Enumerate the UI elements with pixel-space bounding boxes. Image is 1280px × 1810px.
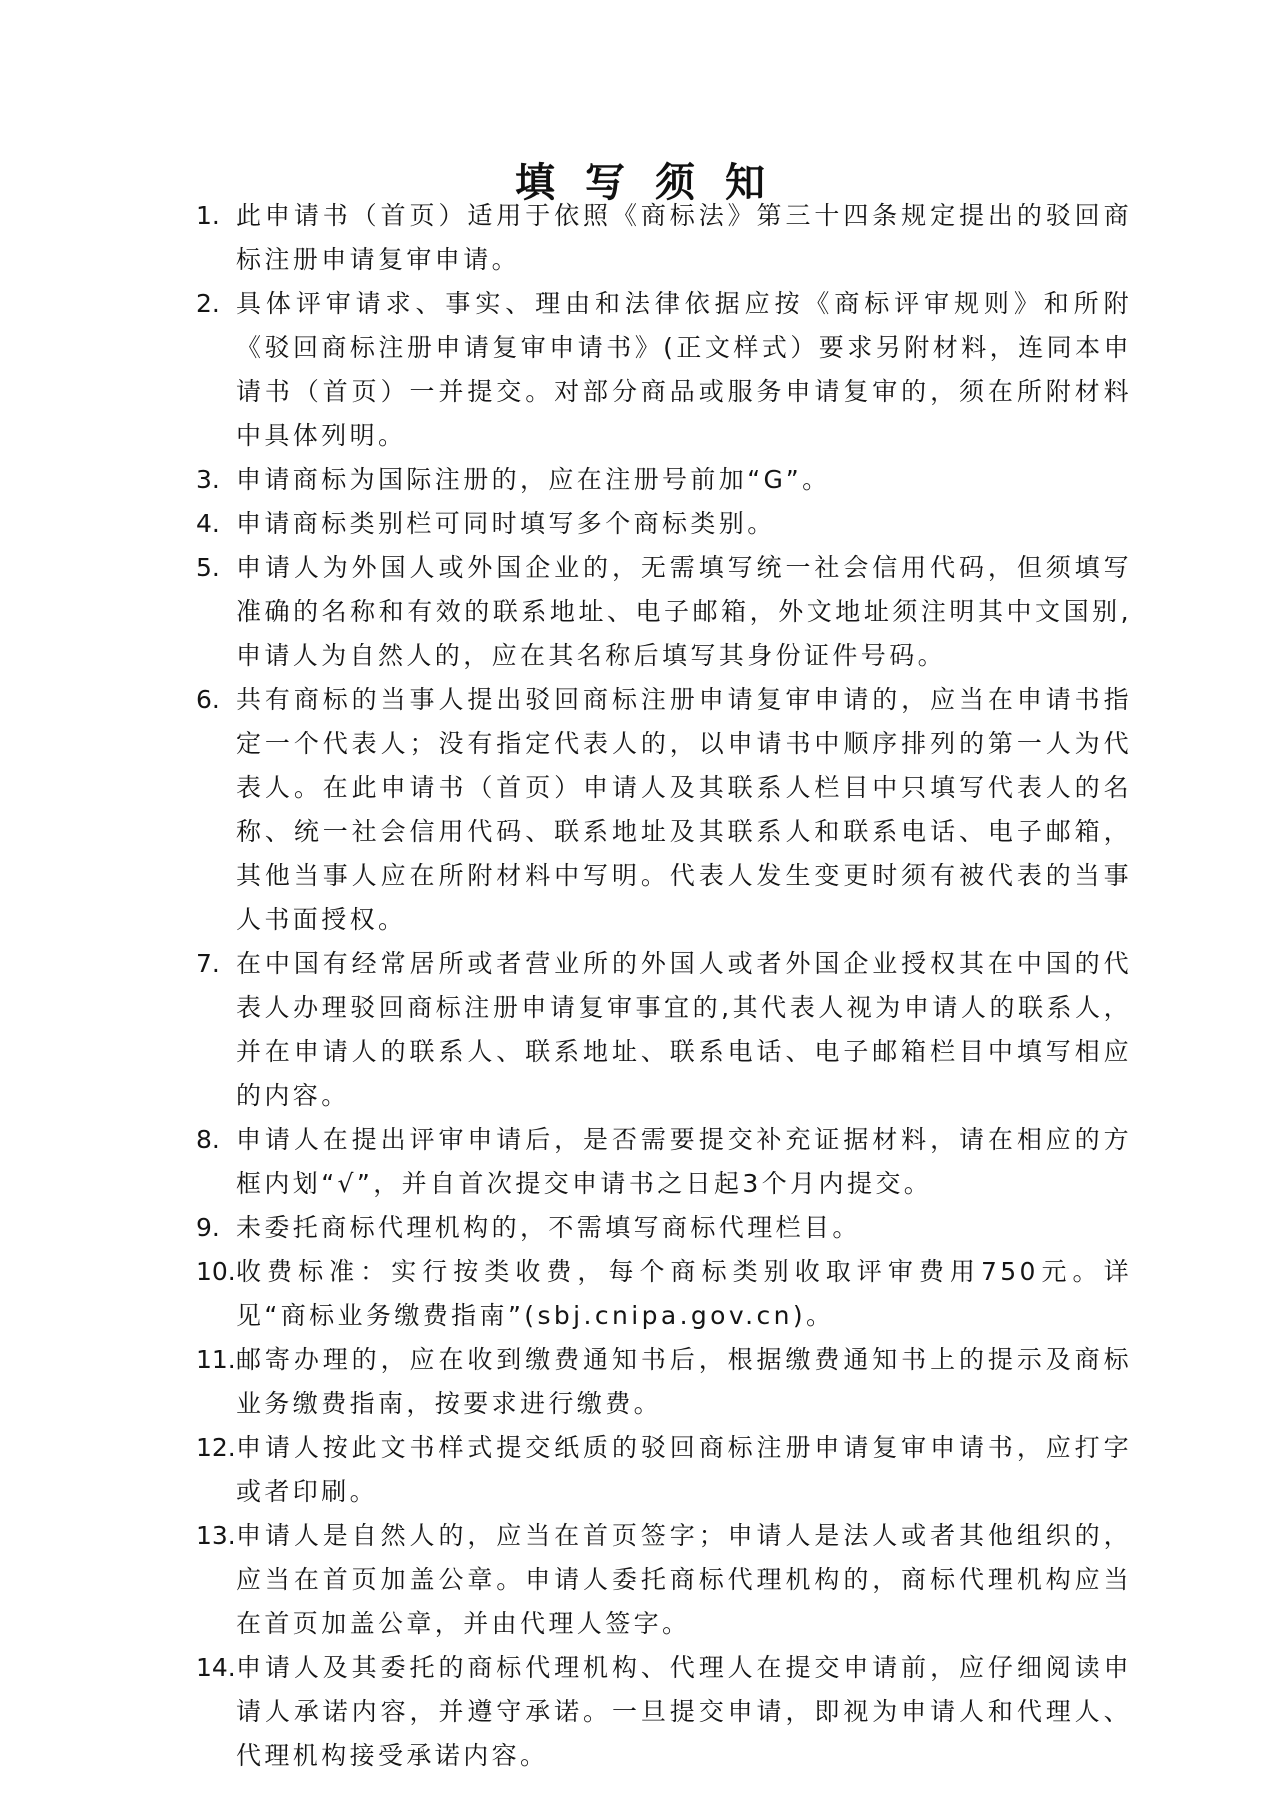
- item-text: 此申请书（首页）适用于依照《商标法》第三十四条规定提出的驳回商标注册申请复审申请。: [236, 201, 1132, 274]
- item-number: 1.: [196, 201, 220, 230]
- item-number: 10.: [196, 1257, 236, 1286]
- item-text: 共有商标的当事人提出驳回商标注册申请复审申请的，应当在申请书指定一个代表人；没有指定代表人的，以申请书中顺序排列的第一人为代表人。在此申请书（首页）申请人及其联系人栏目中只填写代表人的名称、统一社会信用代码、联系地址及其联系人和联系电话、电子邮箱，其他当事人应在所附材料中写明。代表人发生变更时须有被代表的当事人书面授权。: [236, 685, 1132, 934]
- instruction-item: [196, 282, 1132, 458]
- page-title: 填写须知: [515, 159, 795, 206]
- instruction-item: [196, 1646, 1132, 1778]
- item-number: 12.: [196, 1433, 236, 1462]
- item-number: 7.: [196, 949, 220, 978]
- item-text: 申请商标为国际注册的，应在注册号前加“G”。: [236, 465, 831, 494]
- instruction-item: [196, 194, 1132, 282]
- item-number: 9.: [196, 1213, 220, 1242]
- instruction-item: [196, 458, 1132, 502]
- item-number: 6.: [196, 685, 220, 714]
- item-number: 8.: [196, 1125, 220, 1154]
- instruction-item: [196, 1118, 1132, 1206]
- instruction-item: [196, 1250, 1132, 1338]
- instruction-item: [196, 678, 1132, 942]
- item-number: 14.: [196, 1653, 236, 1682]
- item-text: 申请人为外国人或外国企业的，无需填写统一社会信用代码，但须填写准确的名称和有效的联系地址、电子邮箱，外文地址须注明其中文国别,申请人为自然人的，应在其名称后填写其身份证件号码。: [236, 553, 1132, 670]
- item-number: 13.: [196, 1521, 236, 1550]
- instruction-item: [196, 942, 1132, 1118]
- item-text: 在中国有经常居所或者营业所的外国人或者外国企业授权其在中国的代表人办理驳回商标注册申请复审事宜的,其代表人视为申请人的联系人，并在申请人的联系人、联系地址、联系电话、电子邮箱栏目中填写相应的内容。: [236, 949, 1132, 1110]
- item-text: 收费标准：实行按类收费，每个商标类别收取评审费用750元。详见“商标业务缴费指南”(sbj.cnipa.gov.cn)。: [236, 1257, 1132, 1330]
- instruction-item: [196, 502, 1132, 546]
- item-text: 具体评审请求、事实、理由和法律依据应按《商标评审规则》和所附《驳回商标注册申请复审申请书》(正文样式）要求另附材料，连同本申请书（首页）一并提交。对部分商品或服务申请复审的，须在所附材料中具体列明。: [236, 289, 1132, 450]
- instructions-list: [196, 194, 1132, 1778]
- item-number: 3.: [196, 465, 220, 494]
- item-number: 2.: [196, 289, 220, 318]
- item-text: 申请人是自然人的，应当在首页签字；申请人是法人或者其他组织的，应当在首页加盖公章。申请人委托商标代理机构的，商标代理机构应当在首页加盖公章，并由代理人签字。: [236, 1521, 1132, 1638]
- item-text: 申请人及其委托的商标代理机构、代理人在提交申请前，应仔细阅读申请人承诺内容，并遵守承诺。一旦提交申请，即视为申请人和代理人、代理机构接受承诺内容。: [236, 1653, 1132, 1770]
- instruction-item: [196, 1206, 1132, 1250]
- item-text: 邮寄办理的，应在收到缴费通知书后，根据缴费通知书上的提示及商标业务缴费指南，按要求进行缴费。: [236, 1345, 1132, 1418]
- item-text: 申请人按此文书样式提交纸质的驳回商标注册申请复审申请书，应打字或者印刷。: [236, 1433, 1132, 1506]
- item-number: 11.: [196, 1345, 236, 1374]
- item-number: 4.: [196, 509, 220, 538]
- item-number: 5.: [196, 553, 220, 582]
- instruction-item: [196, 546, 1132, 678]
- item-text: 申请商标类别栏可同时填写多个商标类别。: [236, 509, 776, 538]
- item-text: 未委托商标代理机构的，不需填写商标代理栏目。: [236, 1213, 861, 1242]
- item-text: 申请人在提出评审申请后，是否需要提交补充证据材料，请在相应的方框内划“√”，并自首次提交申请书之日起3个月内提交。: [236, 1125, 1132, 1198]
- instruction-item: [196, 1514, 1132, 1646]
- instruction-item: [196, 1426, 1132, 1514]
- instruction-item: [196, 1338, 1132, 1426]
